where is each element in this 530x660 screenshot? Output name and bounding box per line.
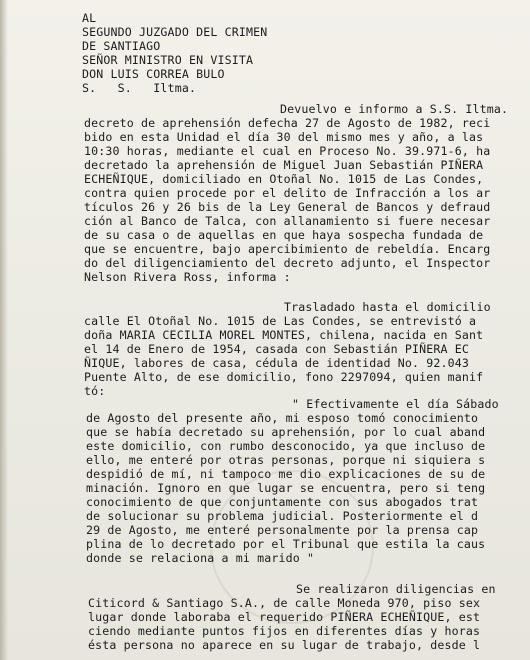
paragraph-line: Nelson Rivera Ross, informa : bbox=[84, 270, 291, 284]
quote-line: conocimiento de que conjuntamente con sus abogados trat bbox=[86, 495, 479, 509]
paragraph-line: tículos 26 y 26 bis de la Ley General de Bancos y defraud bbox=[84, 200, 491, 214]
paragraph-line: Se realizaron diligencias en bbox=[296, 582, 496, 596]
quote-line: plina de lo decretado por el Tribunal que estila la caus bbox=[86, 537, 486, 551]
paragraph-line: Puente Alto, de ese domicilio, fono 2297094, quien manif bbox=[84, 370, 484, 384]
paragraph-line: 10:30 horas, mediante el cual en Proceso No. 39.971-6, ha bbox=[84, 144, 491, 158]
paragraph-line: el 14 de Enero de 1954, casada con Sebastián PIÑERA EC bbox=[84, 342, 470, 356]
quote-line: " Efectivamente el día Sábado bbox=[292, 397, 499, 411]
paragraph-line: decretado la aprehensión de Miguel Juan Sebastián PIÑERA bbox=[84, 158, 484, 172]
address-line: DON LUIS CORREA BULO bbox=[82, 67, 225, 81]
paragraph-line: lugar donde laboraba el requerido PIÑERA ECHEÑIQUE, est bbox=[88, 610, 481, 624]
paragraph-line: que se encuentre, bajo apercibimiento de rebeldía. Encarg bbox=[84, 242, 491, 256]
paragraph-line: decreto de aprehensión defecha 27 de Agosto de 1982, reci bbox=[84, 116, 491, 130]
quote-line: que se había decretado su aprehensión, por lo cual aband bbox=[86, 425, 486, 439]
paragraph-line: ECHEÑIQUE, domiciliado en Otoñal No. 1015 de Las Condes, bbox=[84, 172, 484, 186]
quote-line: ello, me enteré por otras personas, porque ni siquiera s bbox=[86, 453, 486, 467]
quote-line: minación. Ignoro en que lugar se encuentra, pero si teng bbox=[86, 481, 486, 495]
address-line: AL bbox=[82, 11, 97, 25]
paragraph-line: bido en esta Unidad el día 30 del mismo mes y año, a las bbox=[84, 130, 484, 144]
paragraph-line: calle El Otoñal No. 1015 de Las Condes, se entrevistó a bbox=[84, 314, 477, 328]
paragraph-line: doña MARIA CECILIA MOREL MONTES, chilena, nacida en Sant bbox=[84, 328, 484, 342]
paragraph-line: do del diligenciamiento del decreto adjunto, el Inspector bbox=[84, 256, 491, 270]
paragraph-line: Devuelvo e informo a S.S. Iltma. bbox=[280, 102, 509, 116]
paragraph-line: ésta persona no aparece en su lugar de trabajo, desde l bbox=[88, 638, 481, 652]
paragraph-line: Citicord & Santiago S.A., de calle Moneda 970, piso sex bbox=[88, 596, 481, 610]
address-line: S. S. Iltma. bbox=[82, 81, 197, 95]
paragraph-line: de su casa o de aquellas en que haya sospecha fundada de bbox=[84, 228, 484, 242]
quote-line: de Agosto del presente año, mi esposo tomó conocimiento bbox=[86, 411, 479, 425]
address-line: SEGUNDO JUZGADO DEL CRIMEN bbox=[82, 25, 268, 39]
paragraph-line: ÑIQUE, labores de casa, cédula de identidad No. 92.043 bbox=[84, 356, 470, 370]
quote-line: despidió de mí, ni tampoco me dio explicaciones de su de bbox=[86, 467, 486, 481]
page-shadow-edge bbox=[0, 0, 8, 660]
quote-line: este domicilio, con rumbo desconocido, ya que incluso de bbox=[86, 439, 486, 453]
quote-line: donde se relaciona a mi marido " bbox=[86, 551, 315, 565]
paragraph-line: ciendo mediante puntos fijos en diferentes días y horas bbox=[88, 624, 481, 638]
quote-line: 29 de Agosto, me enteré personalmente por la prensa cap bbox=[86, 523, 479, 537]
quote-line: de solucionar su problema judicial. Posteriormente el d bbox=[86, 509, 479, 523]
address-line: SEÑOR MINISTRO EN VISITA bbox=[82, 53, 254, 67]
paragraph-line: tó: bbox=[84, 384, 106, 398]
paragraph-line: ción al Banco de Talca, con allanamiento si fuere necesar bbox=[84, 214, 491, 228]
address-line: DE SANTIAGO bbox=[82, 39, 161, 53]
paragraph-line: Trasladado hasta el domicilio bbox=[284, 300, 491, 314]
paragraph-line: contra quien procede por el delito de Infracción a los ar bbox=[84, 186, 491, 200]
